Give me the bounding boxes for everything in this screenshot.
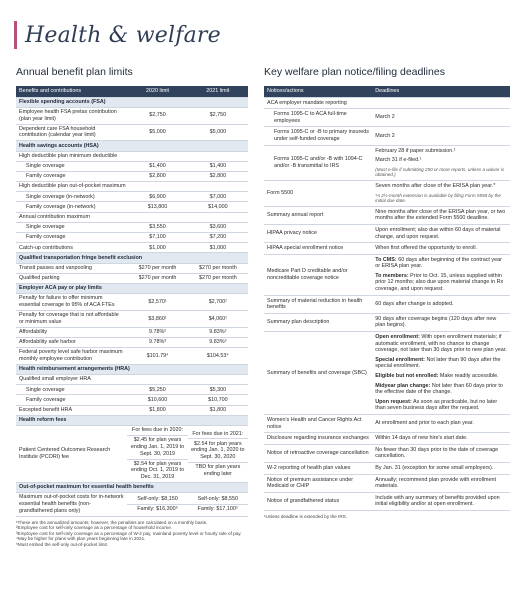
table-row: Single coverage (in-network) $6,900 $7,000: [16, 192, 248, 202]
table-row: HIPAA special enrollment notice When first offered the opportunity to enroll.: [264, 243, 510, 255]
table-row: Catch-up contributions $1,000 $1,000: [16, 243, 248, 253]
section-header-row: Out-of-pocket maximum for essential health benefits: [16, 482, 248, 492]
table-header-row: [16, 86, 248, 97]
table-row: Single coverage $1,400 $1,400: [16, 161, 248, 171]
table-row: Forms 1095-C to ACA full-time employees March 2: [264, 109, 510, 127]
table-row: Notice of retroactive coverage cancellation No fewer than 30 days prior to the date of coverage cancellation.: [264, 444, 510, 462]
column-header: Deadlines: [372, 86, 510, 97]
table-row: ACA employer mandate reporting: [264, 97, 510, 109]
table-row: Single coverage $5,250 $5,300: [16, 385, 248, 395]
deadlines-section: [264, 66, 510, 520]
table-row: Notice of grandfathered status Include with any summary of benefits provided upon initial eligibility and/or at open enrollment.: [264, 492, 510, 510]
table-row: Penalty for failure to offer minimum essential coverage to 95% of ACA FTEs $2,570¹ $2,700¹: [16, 294, 248, 311]
table-row: Medicare Part D creditable and/or noncreditable coverage notice To CMS: 60 days after beginning of the contract year or ERISA plan year. To members: Prior to Oct. 15, unless supplied within prior 12 months; also due upon material change in Rx coverage, and upon request.: [264, 254, 510, 295]
table-row: Dependent care FSA household contribution (calendar year limit) $5,000 $5,000: [16, 124, 248, 141]
table-row: Forms 1095-C and/or -B with 1094-C and/or -B transmittal to IRS February 28 if paper submission.¹ March 31 if e-filed.¹ (Must e-file if submitting 250 or more reports, unless a waiver is obtained.): [264, 145, 510, 180]
table-row: W-2 reporting of health plan values By Jan. 31 (exception for some small employers).: [264, 462, 510, 474]
page-title: Health & welfare: [25, 22, 221, 48]
table-row: Summary of benefits and coverage (SBC) Open enrollment: With open enrollment materials; if automatic enrollment, with no chance to change coverage, not later than 30 days prior to new plan year. Special enrollment: Not later than 90 days after the special enrollment. Eligible but not enrolled: Make readily accessible. Midyear plan change: Not later than 60 days prior to the effective date of the change. Upon request: As soon as practicable, but no later than seven business days after the request.: [264, 332, 510, 415]
benefit-limits-title: Annual benefit plan limits: [16, 66, 133, 78]
footnote: ⁴May be higher for plans with plan years beginning late in 2021.: [16, 536, 146, 542]
table-row: Notice of premium assistance under Medicaid or CHIP Annually; recommend plan provide with enrollment materials.: [264, 474, 510, 492]
column-header: 2020 limit: [127, 86, 187, 97]
benefit-limits-section: [16, 66, 248, 547]
footnote: ¹These are the annualized amounts; however, the penalties are calculated on a monthly basis.: [16, 519, 208, 525]
table-row: Women's Health and Cancer Rights Act notice At enrollment and prior to each plan year.: [264, 414, 510, 432]
table-row: Family coverage $2,800 $2,800: [16, 171, 248, 181]
column-header: Benefits and contributions: [16, 86, 127, 97]
table-row: Family coverage $7,100 $7,200: [16, 233, 248, 243]
table-row: Patient Centered Outcomes Research Institute (PCORI) fee For fees due in 2020: $2.45 for plan years ending Jan. 1, 2019 to Sept. 30, 2019 $2.54 for plan years ending Oct. 1, 2019 to Dec. 31, 2019 For fees due in 2021: $2.54 for plan years ending Jan. 1, 2020 to Sept. 30, 2020 TBD for plan years ending later: [16, 426, 248, 483]
page-header: [14, 20, 221, 50]
section-header-row: Health reform fees: [16, 415, 248, 425]
table-row: High deductible plan out-of-pocket maximum: [16, 182, 248, 192]
table-row: Maximum out-of-pocket costs for in-network essential health benefits (non-grandfathered plans only) Self-only: $8,150 Family: $16,300⁵ Self-only: $8,550 Family: $17,100⁵: [16, 493, 248, 516]
column-header: 2021 limit: [188, 86, 248, 97]
column-header: Notices/actions: [264, 86, 372, 97]
table-row: Forms 1095-C or -B to primary insureds under self-funded coverage March 2: [264, 127, 510, 145]
table-row: Family coverage (in-network) $13,800 $14,000: [16, 202, 248, 212]
table-row: Employee health FSA pretax contribution (plan year limit) $2,750 $2,750: [16, 107, 248, 124]
section-header-row: Qualified transportation fringe benefit exclusion: [16, 253, 248, 263]
footnotes: [16, 520, 248, 548]
accent-bar: [14, 21, 17, 49]
table-row: Disclosure regarding insurance exchanges Within 14 days of new hire's start date.: [264, 433, 510, 445]
table-row: Annual contribution maximum: [16, 212, 248, 222]
footnote: ¹Unless deadline is extended by the IRS.: [264, 513, 347, 519]
table-row: Transit passes and vanpooling $270 per month $270 per month: [16, 263, 248, 273]
benefit-limits-table: [16, 86, 248, 517]
table-row: Summary of material reduction in health benefits 60 days after change is adopted.: [264, 295, 510, 313]
table-row: HIPAA privacy notice Upon enrollment; also due within 60 days of material change, and upon request.: [264, 224, 510, 242]
table-row: Affordability 9.78%² 9.83%²: [16, 327, 248, 337]
table-row: Penalty for coverage that is not affordable or minimum value $3,860¹ $4,060¹: [16, 310, 248, 327]
table-row: Affordability safe harbor 9.78%³ 9.83%³: [16, 337, 248, 347]
table-row: Qualified small employer HRA: [16, 375, 248, 385]
table-row: Excepted benefit HRA $1,800 $1,800: [16, 405, 248, 415]
table-row: Qualified parking $270 per month $270 per month: [16, 273, 248, 283]
table-row: Single coverage $3,550 $3,600: [16, 222, 248, 232]
footnote: ⁵Must embed the self-only out-of-pocket limit.: [16, 541, 109, 547]
table-row: Federal poverty level safe harbor maximum monthly employee contribution $101.79⁴ $104.53⁴: [16, 348, 248, 365]
table-row: Summary annual report Nine months after close of the ERISA plan year, or two months after the extended Form 5500 deadline.: [264, 206, 510, 224]
table-row: Family coverage $10,600 $10,700: [16, 395, 248, 405]
table-row: Form 5500 Seven months after close of the ERISA plan year.* *A 2½-month extension is available by filing Form 5558 by the initial due date.: [264, 180, 510, 206]
section-header-row: Employer ACA pay or play limits: [16, 283, 248, 293]
table-header-row: [264, 86, 510, 97]
section-header-row: Health savings accounts (HSA): [16, 141, 248, 151]
footnote: ²Employee cost for self-only coverage as a percentage of household income.: [16, 525, 173, 531]
table-row: High deductible plan minimum deductible: [16, 151, 248, 161]
deadlines-table: [264, 86, 510, 511]
footnote: ³Employee cost for self-only coverage as a percentage of W-2 pay, mainland poverty level or hourly rate of pay.: [16, 530, 242, 536]
section-header-row: Flexible spending accounts (FSA): [16, 97, 248, 107]
deadlines-title: Key welfare plan notice/filing deadlines: [264, 66, 445, 78]
table-row: Summary plan description 90 days after coverage begins (120 days after new plan begins).: [264, 313, 510, 331]
section-header-row: Health reimbursement arrangements (HRA): [16, 364, 248, 374]
